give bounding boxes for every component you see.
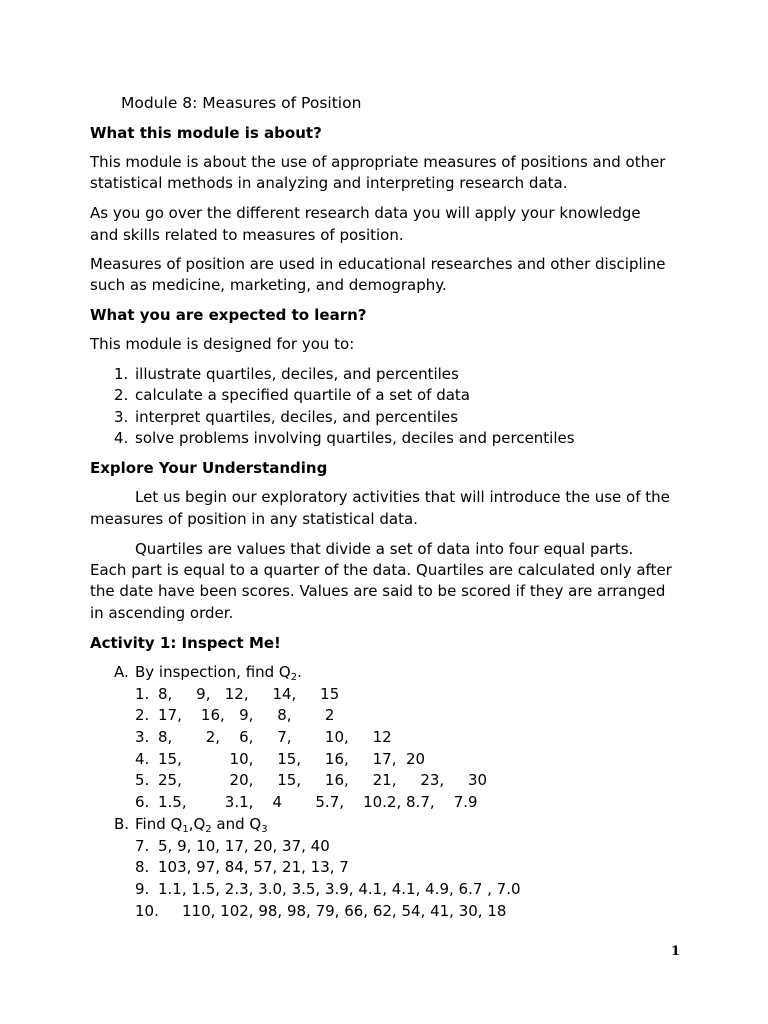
part-a-end: . [297, 663, 302, 681]
objective-text: illustrate quartiles, deciles, and percentiles [135, 365, 459, 383]
heading-learn: What you are expected to learn? [90, 306, 367, 324]
part-a-text: By inspection, find Q [135, 663, 291, 681]
objective-text: interpret quartiles, deciles, and percentiles [135, 408, 459, 426]
about-paragraph-2-line-2: and skills related to measures of position. [90, 226, 404, 244]
item-data: 1.5, 3.1, 4 5.7, 10.2, 8.7, 7.9 [158, 793, 478, 811]
part-a-letter: A. [114, 663, 129, 681]
explore-paragraph-2-line-2: Each part is equal to a quarter of the data. Quartiles are calculated only after [90, 561, 672, 579]
objective-text: calculate a specified quartile of a set of data [135, 386, 470, 404]
item-number: 8. [135, 858, 150, 876]
about-paragraph-1-line-2: statistical methods in analyzing and interpreting research data. [90, 174, 568, 192]
item-number: 2. [135, 706, 150, 724]
item-number: 9. [135, 880, 150, 898]
item-number: 3. [135, 728, 150, 746]
about-paragraph-2-line-1: As you go over the different research data you will apply your knowledge [90, 204, 641, 222]
page-number: 1 [671, 944, 681, 959]
heading-about: What this module is about? [90, 124, 322, 142]
item-data: 8, 9, 12, 14, 15 [158, 685, 340, 703]
item-data: 103, 97, 84, 57, 21, 13, 7 [158, 858, 349, 876]
item-data: 15, 10, 15, 16, 17, 20 [158, 750, 426, 768]
part-b-instruction [135, 815, 268, 833]
part-b-subscript: 3 [261, 824, 268, 835]
item-number: 4. [135, 750, 150, 768]
about-paragraph-3-line-2: such as medicine, marketing, and demography. [90, 276, 447, 294]
item-data: 1.1, 1.5, 2.3, 3.0, 3.5, 3.9, 4.1, 4.1, 4.9, 6.7 , 7.0 [158, 880, 521, 898]
part-a-subscript: 2 [290, 672, 298, 683]
about-paragraph-1-line-1: This module is about the use of appropriate measures of positions and other [90, 153, 666, 171]
item-number: 7. [135, 837, 150, 855]
heading-activity: Activity 1: Inspect Me! [90, 634, 281, 652]
part-b-subscript: 2 [205, 824, 212, 835]
module-title: Module 8: Measures of Position [121, 94, 362, 112]
part-b-text: Find Q [135, 815, 183, 833]
item-data: 5, 9, 10, 17, 20, 37, 40 [158, 837, 330, 855]
part-b-text: and Q [211, 815, 262, 833]
objective-number: 3. [114, 408, 129, 426]
explore-paragraph-1-line-1: Let us begin our exploratory activities that will introduce the use of the [135, 488, 670, 506]
item-data: 8, 2, 6, 7, 10, 12 [158, 728, 392, 746]
objective-number: 4. [114, 429, 129, 447]
item-data: 17, 16, 9, 8, 2 [158, 706, 335, 724]
part-b-text: ,Q [188, 815, 206, 833]
item-number: 1. [135, 685, 150, 703]
explore-paragraph-2-line-4: in ascending order. [90, 604, 234, 622]
item-data: 110, 102, 98, 98, 79, 66, 62, 54, 41, 30, 18 [182, 902, 507, 920]
explore-paragraph-2-line-1: Quartiles are values that divide a set of data into four equal parts. [135, 540, 634, 558]
part-b-subscript: 1 [182, 824, 189, 835]
objective-text: solve problems involving quartiles, deciles and percentiles [135, 429, 575, 447]
learn-intro: This module is designed for you to: [90, 335, 355, 353]
explore-paragraph-1-line-2: measures of position in any statistical data. [90, 510, 418, 528]
about-paragraph-3-line-1: Measures of position are used in educational researches and other discipline [90, 255, 666, 273]
objective-number: 1. [114, 365, 129, 383]
explore-paragraph-2-line-3: the date have been scores. Values are said to be scored if they are arranged [90, 582, 666, 600]
heading-explore: Explore Your Understanding [90, 459, 328, 477]
part-b-letter: B. [114, 815, 130, 833]
item-number: 6. [135, 793, 150, 811]
item-data: 25, 20, 15, 16, 21, 23, 30 [158, 771, 488, 789]
part-a-instruction [135, 663, 302, 681]
item-number: 5. [135, 771, 150, 789]
objective-number: 2. [114, 386, 129, 404]
item-number: 10. [135, 902, 159, 920]
